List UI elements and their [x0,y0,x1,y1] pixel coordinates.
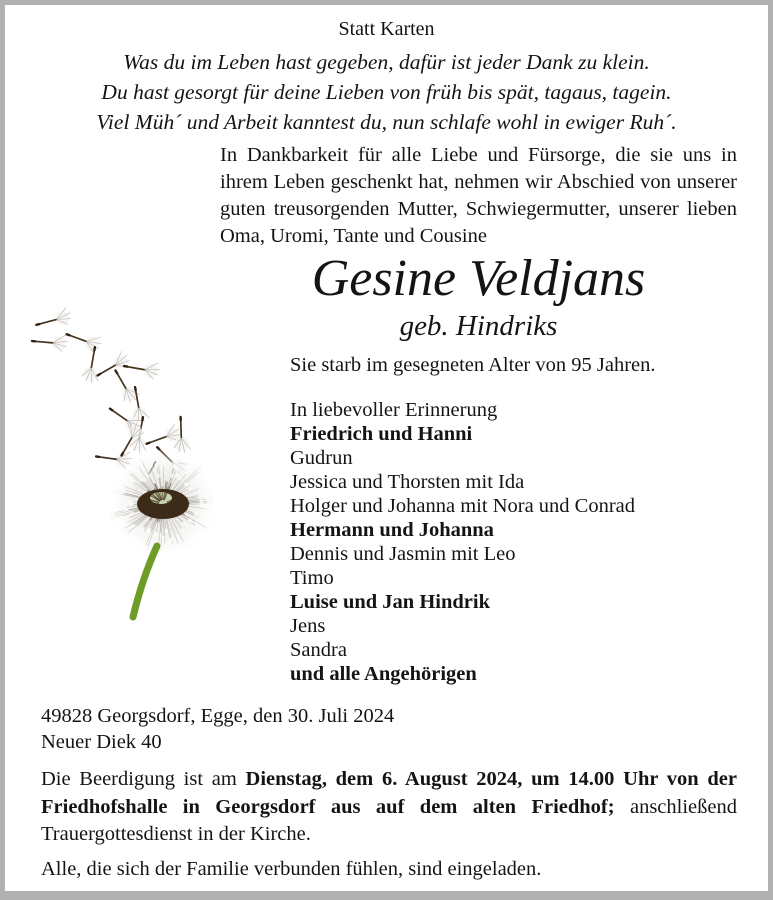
family-line: Friedrich und Hanni [290,423,473,445]
family-line: Luise und Jan Hindrik [290,591,490,613]
funeral-announcement [41,766,737,849]
family-line: Jens [290,615,326,637]
header-note: Statt Karten [338,18,435,40]
deceased-name: Gesine Veldjans [311,250,646,307]
funeral-text-segment: Dienstag, dem 6. August 2024, um 14.00 Uhr von der Friedhofshalle in Georgsdorf aus auf dem alten Friedhof; [41,768,738,818]
family-line: Jessica und Thorsten mit Ida [290,471,525,493]
family-line: und alle Angehörigen [290,663,477,685]
family-line: In liebevoller Erinnerung [290,399,498,421]
family-list [290,398,635,686]
family-line: Gudrun [290,447,353,469]
dandelion-stem [133,546,157,617]
verse-line: Viel Müh´ und Arbeit kanntest du, nun schlafe wohl in ewiger Ruh´. [96,110,677,134]
verse-line: Du hast gesorgt für deine Lieben von früh bis spät, tagaus, tagein. [101,80,672,104]
family-line: Holger und Johanna mit Nora und Conrad [290,495,636,517]
memorial-verse [5,47,768,137]
age-line: Sie starb im gesegneten Alter von 95 Jahren. [290,354,656,376]
closing-line: Alle, die sich der Familie verbunden fühlen, sind eingeladen. [41,858,542,880]
address-line-street: Neuer Diek 40 [41,731,162,753]
address-block [41,703,394,755]
deceased-birth-name: geb. Hindriks [399,310,558,342]
funeral-text-segment: Die Beerdigung ist am [41,768,246,790]
funeral-text-segment: anschließend Trauergottesdienst in der Kirche. [41,795,737,845]
family-line: Hermann und Johanna [290,519,494,541]
family-line: Sandra [290,639,347,661]
deceased-name-block [220,251,737,343]
family-line: Timo [290,567,334,589]
family-line: Dennis und Jasmin mit Leo [290,543,516,565]
obituary-page [5,5,768,891]
verse-line: Was du im Leben hast gegeben, dafür ist jeder Dank zu klein. [123,50,650,74]
address-line-place-date: 49828 Georgsdorf, Egge, den 30. Juli 2024 [41,705,395,727]
intro-paragraph: In Dankbarkeit für alle Liebe und Fürsorge, die sie uns in ihrem Leben geschenkt hat, nehmen wir Abschied von unserer guten treusorgenden Mutter, Schwiegermutter, unserer lieben Oma, Uromi, Tante und Cousine [220,144,737,247]
